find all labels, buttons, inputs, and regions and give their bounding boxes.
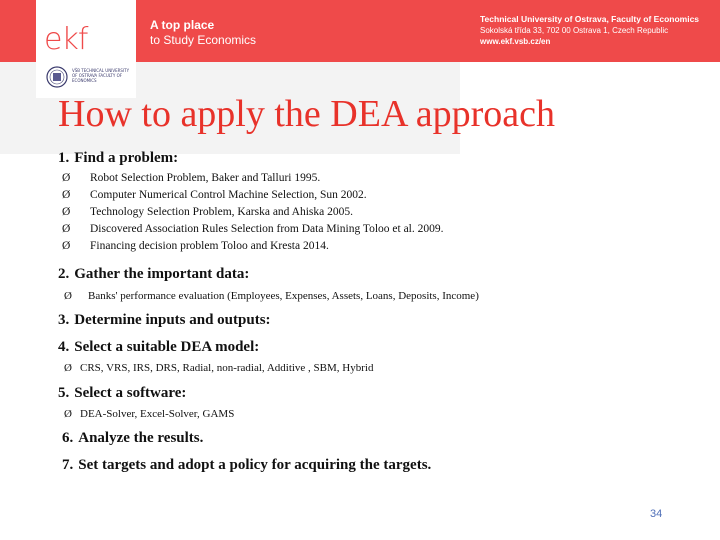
arrow-bullet-icon: Ø xyxy=(62,172,71,184)
step-label: Gather the important data: xyxy=(74,266,250,282)
address: Sokolská třída 33, 702 00 Ostrava 1, Czech Republic xyxy=(480,26,669,35)
step-label: Select a suitable DEA model: xyxy=(74,339,260,355)
list-item: Ø DEA-Solver, Excel-Solver, GAMS xyxy=(64,408,235,420)
slide-title: How to apply the DEA approach xyxy=(58,93,556,135)
arrow-bullet-icon: Ø xyxy=(62,206,71,218)
website: www.ekf.vsb.cz/en xyxy=(480,37,551,46)
step-number: 3. xyxy=(58,312,70,328)
step-6 xyxy=(62,430,203,447)
arrow-bullet-icon: Ø xyxy=(64,362,72,374)
step-number: 1. xyxy=(58,150,70,166)
step-number: 5. xyxy=(58,385,70,401)
step-2-list xyxy=(64,288,479,304)
list-item: Ø Financing decision problem Toloo and Kresta 2014. xyxy=(62,238,444,255)
step-4-list xyxy=(64,360,373,376)
step-4 xyxy=(58,339,259,356)
page-number: 34 xyxy=(650,508,663,520)
list-item: Ø CRS, VRS, IRS, DRS, Radial, non-radial, Additive , SBM, Hybrid xyxy=(64,362,374,374)
step-5-list xyxy=(64,406,234,422)
arrow-bullet-icon: Ø xyxy=(62,223,71,235)
arrow-bullet-icon: Ø xyxy=(62,240,71,252)
step-number: 6. xyxy=(62,430,74,446)
arrow-bullet-icon: Ø xyxy=(64,290,72,302)
university-seal-icon xyxy=(46,66,68,88)
list-item: Ø Technology Selection Problem, Karska and Ahiska 2005. xyxy=(62,204,444,221)
step-1 xyxy=(58,150,178,167)
list-item: Ø Discovered Association Rules Selection from Data Mining Toloo et al. 2009. xyxy=(62,221,444,238)
step-2 xyxy=(58,266,249,283)
list-item: Ø Computer Numerical Control Machine Selection, Sun 2002. xyxy=(62,187,444,204)
step-number: 4. xyxy=(58,339,70,355)
step-3 xyxy=(58,312,271,329)
step-label: Set targets and adopt a policy for acquiring the targets. xyxy=(78,457,432,473)
list-item: Ø Robot Selection Problem, Baker and Talluri 1995. xyxy=(62,170,444,187)
tagline-line-1: A top place xyxy=(150,18,215,32)
arrow-bullet-icon: Ø xyxy=(62,189,71,201)
step-label: Select a software: xyxy=(74,385,187,401)
step-7 xyxy=(62,457,431,474)
tagline xyxy=(150,18,256,48)
step-number: 2. xyxy=(58,266,70,282)
step-5 xyxy=(58,385,186,402)
list-item: Ø Banks' performance evaluation (Employees, Expenses, Assets, Loans, Deposits, Income) xyxy=(64,290,479,302)
logo-box xyxy=(36,0,136,98)
seal-text: VŠB TECHNICAL UNIVERSITY OF OSTRAVA FACULTY OF ECONOMICS xyxy=(72,68,130,83)
step-number: 7. xyxy=(62,457,74,473)
arrow-bullet-icon: Ø xyxy=(64,408,72,420)
step-label: Analyze the results. xyxy=(78,430,204,446)
step-1-list xyxy=(62,170,444,255)
step-label: Find a problem: xyxy=(74,150,179,166)
ekf-logo: ekf xyxy=(44,22,88,57)
step-label: Determine inputs and outputs: xyxy=(74,312,271,328)
university-name: Technical University of Ostrava, Faculty of Economics xyxy=(480,14,700,24)
tagline-line-2: to Study Economics xyxy=(150,33,257,47)
contact-block xyxy=(480,14,699,47)
